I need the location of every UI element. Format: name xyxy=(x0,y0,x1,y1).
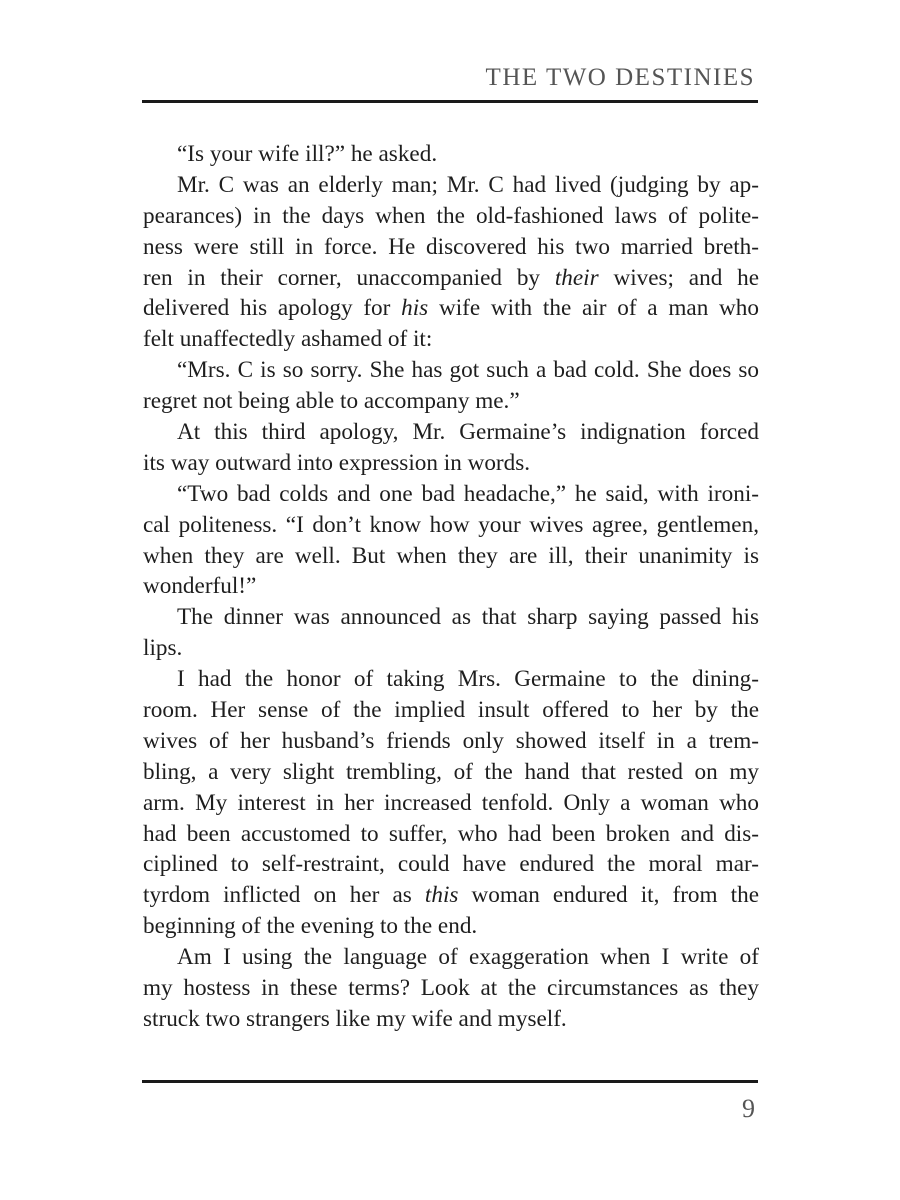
text-line: lips. xyxy=(143,635,183,662)
text-line xyxy=(143,880,759,911)
paragraph xyxy=(143,602,759,664)
text-line: ciplined to self-restraint, could have endured the moral mar- xyxy=(143,851,759,878)
paragraph xyxy=(143,664,759,942)
text-line: “Two bad colds and one bad headache,” he said, with ironi- xyxy=(177,480,759,507)
text-line: struck two strangers like my wife and myself. xyxy=(143,1005,567,1032)
paragraph xyxy=(143,417,759,479)
italic-emphasis: their xyxy=(554,264,599,291)
paragraph xyxy=(143,355,759,417)
text-line: my hostess in these terms? Look at the circumstances as they xyxy=(143,975,759,1002)
running-header-title: THE TWO DESTINIES xyxy=(485,64,755,91)
header-rule xyxy=(142,100,758,103)
text-line: ness were still in force. He discovered his two married breth- xyxy=(143,233,759,260)
italic-emphasis: this xyxy=(424,882,459,909)
paragraph xyxy=(143,139,759,170)
text-line: when they are well. But when they are ill, their unanimity is xyxy=(143,542,759,569)
text-segment: delivered his apology for xyxy=(143,295,402,322)
text-line: cal politeness. “I don’t know how your wives agree, gentlemen, xyxy=(143,511,759,538)
text-line: wonderful!” xyxy=(143,573,257,600)
text-line: wives of her husband’s friends only showed itself in a trem- xyxy=(143,727,759,754)
text-segment: wives; and he xyxy=(598,264,759,291)
text-line: “Mrs. C is so sorry. She has got such a bad cold. She does so xyxy=(177,357,759,384)
body-text xyxy=(143,139,759,1035)
text-line: Mr. C was an elderly man; Mr. C had lived (judging by ap- xyxy=(177,171,759,198)
text-line: bling, a very slight trembling, of the hand that rested on my xyxy=(143,758,759,785)
text-line: “Is your wife ill?” he asked. xyxy=(177,141,438,167)
text-segment: wife with the air of a man who xyxy=(428,295,759,322)
text-line: room. Her sense of the implied insult offered to her by the xyxy=(143,697,759,724)
text-line xyxy=(143,263,759,294)
text-line: its way outward into expression in words. xyxy=(143,449,531,476)
text-line: regret not being able to accompany me.” xyxy=(143,388,520,415)
text-line: had been accustomed to suffer, who had been broken and dis- xyxy=(143,820,759,847)
page-number: 9 xyxy=(742,1094,755,1123)
text-segment: woman endured it, from the xyxy=(458,882,759,909)
text-line xyxy=(143,293,759,324)
text-line: Am I using the language of exaggeration when I write of xyxy=(177,944,759,971)
text-line: felt unaffectedly ashamed of it: xyxy=(143,326,433,353)
paragraph xyxy=(143,942,759,1035)
text-line: arm. My interest in her increased tenfold. Only a woman who xyxy=(143,789,759,816)
footer-rule xyxy=(142,1080,758,1083)
text-line: The dinner was announced as that sharp saying passed his xyxy=(177,604,759,631)
text-segment: tyrdom inflicted on her as xyxy=(143,882,425,909)
text-line: I had the honor of taking Mrs. Germaine to the dining- xyxy=(177,666,759,693)
italic-emphasis: his xyxy=(401,295,429,322)
paragraph xyxy=(143,479,759,603)
text-line: pearances) in the days when the old-fashioned laws of polite- xyxy=(143,202,759,229)
paragraph xyxy=(143,170,759,355)
text-line: At this third apology, Mr. Germaine’s indignation forced xyxy=(177,419,759,446)
text-segment: ren in their corner, unaccompanied by xyxy=(143,264,555,291)
text-line: beginning of the evening to the end. xyxy=(143,913,478,940)
